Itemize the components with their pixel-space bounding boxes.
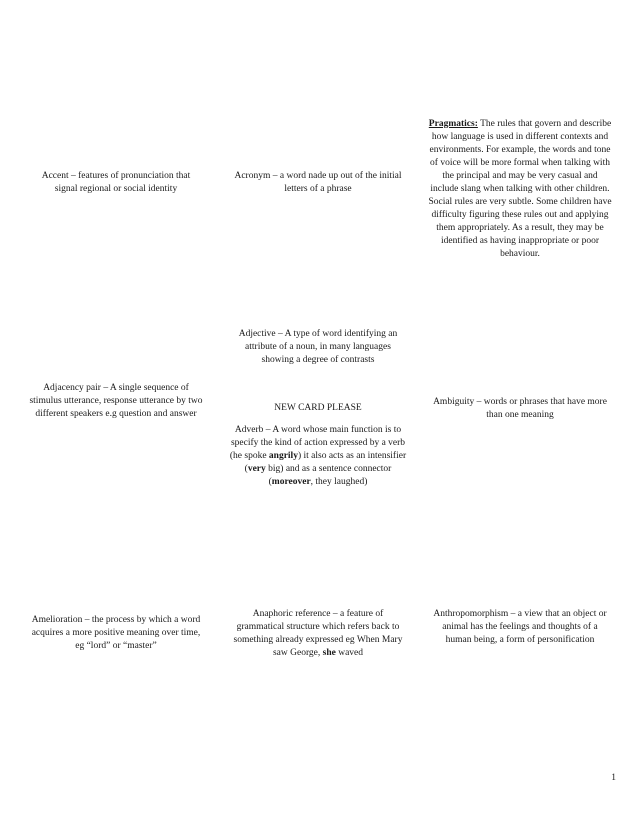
pragmatics-term: Pragmatics: [428, 119, 478, 129]
card-new-card [228, 402, 408, 415]
ambiguity-definition: Ambiguity – words or phrases that have more than one meaning [433, 397, 607, 420]
adverb-text-4: , they laughed) [310, 477, 368, 487]
card-anthropomorphism [432, 608, 608, 647]
new-card-note: NEW CARD PLEASE [274, 403, 362, 413]
card-pragmatics [428, 118, 612, 261]
amelioration-definition: Amelioration – the process by which a word acquires a more positive meaning over time, eg “lord” or “master” [31, 615, 201, 651]
page-number: 1 [611, 773, 616, 783]
anaphoric-example-she: she [322, 648, 336, 658]
card-accent [30, 170, 202, 196]
anaphoric-text-2: waved [335, 648, 364, 658]
pragmatics-text: The rules that govern and describe how language is used in different contexts and environments. For example, the words and tone of voice will be more formal when talking with the principal and may be very casual and include slang when talking with other children. Social rules are very subtle. Some children have difficulty figuring these rules out and applying them appropriately. As a result, they may be identified as having inappropriate or poor behaviour. [428, 119, 612, 259]
adverb-definition [228, 424, 408, 489]
anthropomorphism-definition: Anthropomorphism – a view that an object or animal has the feelings and thoughts of a human being, a form of personification [433, 609, 607, 645]
accent-definition: Accent – features of pronunciation that signal regional or social identity [41, 171, 191, 194]
adverb-example-moreover: moreover [271, 477, 311, 487]
adjective-definition: Adjective – A type of word identifying an attribute of a noun, in many languages showing a degree of contrasts [238, 329, 398, 365]
card-adverb [228, 424, 408, 489]
adverb-text-1: Adverb – A word whose main function is to specify the kind of action expressed by a verb (he spoke [229, 425, 406, 461]
acronym-definition: Acronym – a word nade up out of the initial letters of a phrase [234, 171, 402, 194]
card-ambiguity [428, 396, 612, 422]
adverb-example-very: very [247, 464, 266, 474]
anaphoric-text-1: Anaphoric reference – a feature of grammatical structure which refers back to something already expressed eg When Mary saw George, [233, 609, 403, 658]
anaphoric-definition [228, 608, 408, 660]
card-adjacency-pair [28, 382, 204, 421]
card-amelioration [30, 614, 202, 653]
adjacency-definition: Adjacency pair – A single sequence of stimulus utterance, response utterance by two different speakers e.g question and answer [29, 383, 203, 419]
card-acronym [232, 170, 404, 196]
adverb-text-3: big) and as a sentence connector ( [265, 464, 392, 487]
adverb-example-angrily: angrily [268, 451, 298, 461]
card-adjective [228, 328, 408, 367]
card-anaphoric-reference [228, 608, 408, 660]
adverb-text-2: ) it also acts as an intensifier ( [244, 451, 407, 474]
pragmatics-definition [428, 118, 612, 261]
